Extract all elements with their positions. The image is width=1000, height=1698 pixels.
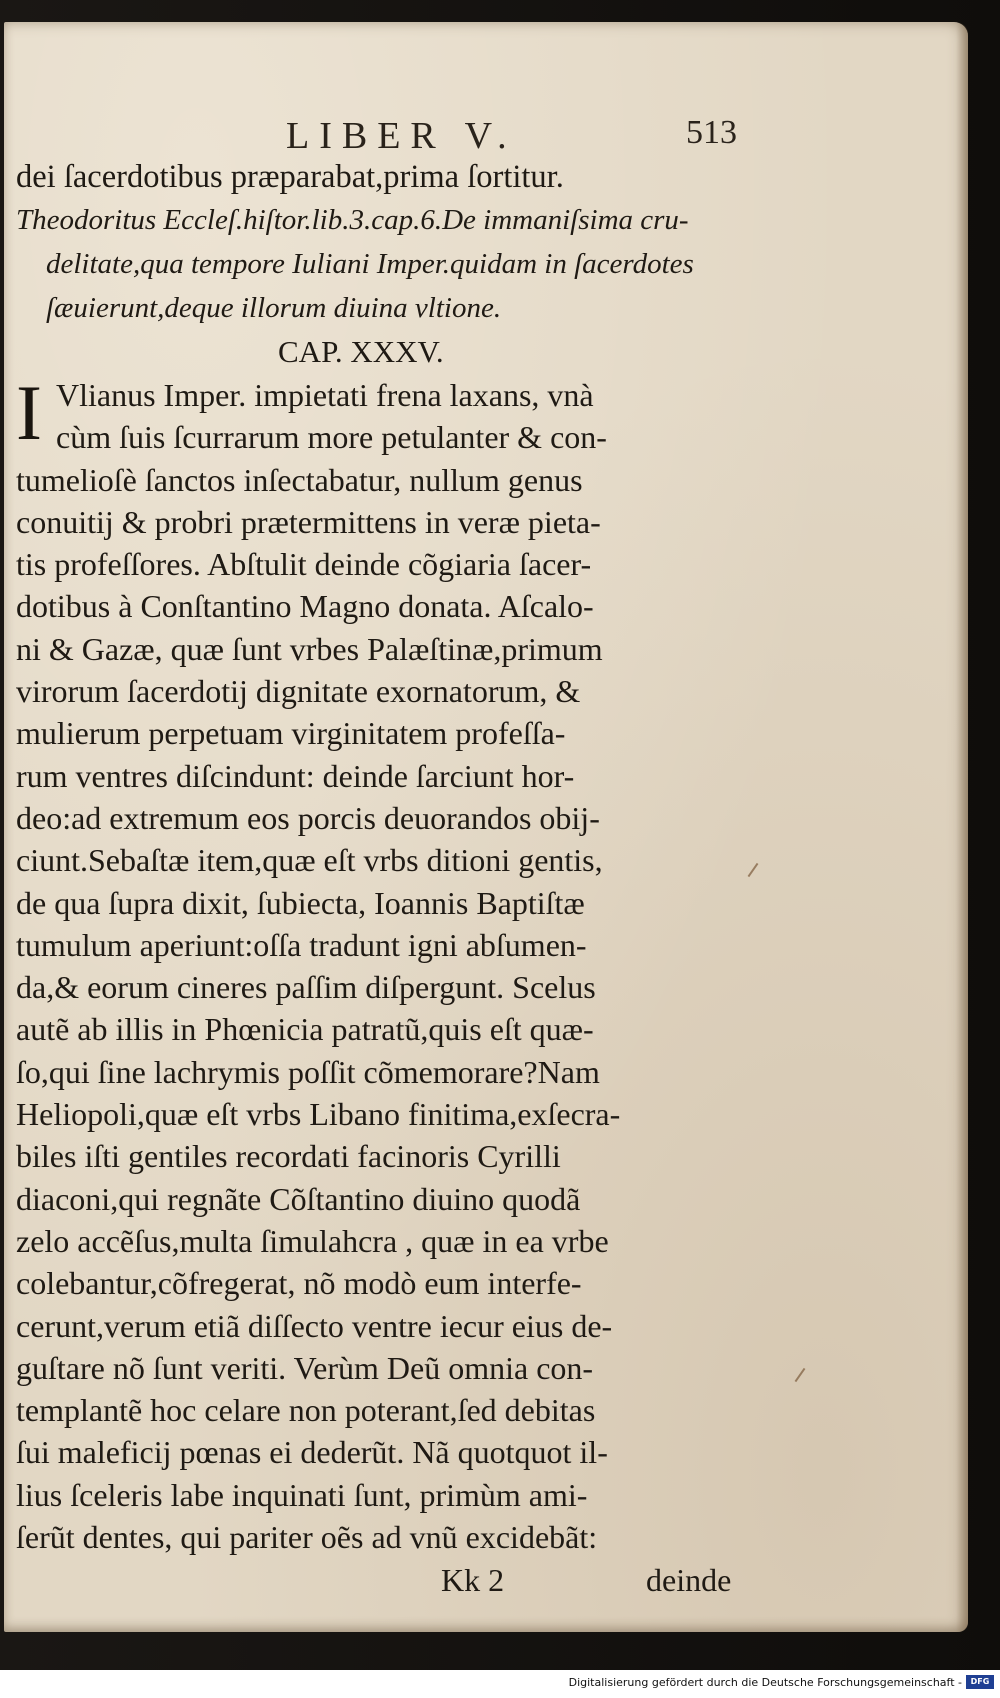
body-line: Heliopoli,quæ eſt vrbs Libano finitima,exſecra- [16,1096,621,1133]
body-line: mulierum perpetuam virginitatem profeſſa- [16,715,566,752]
body-line: ſo,qui ſine lachrymis poſſit cõmemorare?Nam [16,1053,600,1090]
body-line: tumulum aperiunt:oſſa tradunt igni abſumen- [16,926,587,963]
body-line: zelo accẽſus,multa ſimulahcra , quæ in ea vrbe [16,1222,609,1259]
page-footer [16,1562,761,1608]
body-line: guſtare nõ ſunt veriti. Verùm Deũ omnia con- [16,1349,594,1386]
body-line: tis profeſſores. Abſtulit deinde cõgiaria ſacer- [16,546,592,583]
book-page [4,22,968,1632]
body-line: diaconi,qui regnãte Cõſtantino diuino quodã [16,1180,581,1217]
body-line: conuitij & probri prætermittens in veræ pieta- [16,503,601,540]
chapter-summary-line-2: delitate,qua tempore Iuliani Imper.quidam in ſacerdotes [46,248,694,280]
catchword: deinde [646,1562,732,1599]
body-line: da,& eorum cineres paſſim diſpergunt. Scelus [16,969,596,1006]
signature-mark: Kk 2 [441,1562,505,1599]
body-line: Vlianus Imper. impietati frena laxans, vnà [56,377,594,413]
body-line: templantẽ hoc celare non poterant,ſed debitas [16,1392,596,1429]
folio-number: 513 [686,114,737,151]
dfg-logo: DFG [966,1675,994,1689]
body-line: ciunt.Sebaſtæ item,quæ eſt vrbs ditioni gentis, [16,842,603,879]
body-line: virorum ſacerdotij dignitate exornatorum, & [16,673,581,710]
opening-line: dei ſacerdotibus præparabat,prima ſortitur. [16,159,564,195]
ink-speck [795,1368,806,1382]
body-line: ſui maleficij pœnas ei dederũt. Nã quotquot il- [16,1434,608,1471]
body-text [16,369,761,1558]
body-line: biles iſti gentiles recordati facinoris Cyrilli [16,1138,561,1175]
body-line: lius ſceleris labe inquinati ſunt, primùm ami- [16,1476,588,1513]
body-line: de qua ſupra dixit, ſubiecta, Ioannis Baptiſtæ [16,884,585,921]
body-line: ni & Gazæ, quæ ſunt vrbes Palæſtinæ,primum [16,630,603,667]
body-line: dotibus à Conſtantino Magno donata. Aſcalo- [16,588,594,625]
body-line: cùm ſuis ſcurrarum more petulanter & con- [56,419,607,456]
body-line: cerunt,verum etiã diſſecto ventre iecur eius de- [16,1307,613,1344]
body-line: rum ventres diſcindunt: deinde ſarciunt hor- [16,757,575,794]
digitization-credit-bar [0,1670,1000,1698]
page-edge-shadow [956,22,968,1632]
drop-cap: I [16,369,42,456]
body-line: colebantur,cõfregerat, nõ modò eum interfe- [16,1265,582,1302]
text-block [16,114,761,1608]
body-line: ſerũt dentes, qui pariter oẽs ad vnũ excidebãt: [16,1519,598,1556]
body-line: deo:ad extremum eos porcis deuorandos obij- [16,799,600,836]
chapter-heading: CAP. XXXV. [278,334,444,369]
chapter-summary-line-3: ſæuierunt,deque illorum diuina vltione. [46,292,502,324]
running-title: LIBER V. [286,115,517,157]
body-line: tumelioſè ſanctos inſectabatur, nullum genus [16,461,583,498]
body-line: autẽ ab illis in Phœnicia patratũ,quis eſt quæ- [16,1011,594,1048]
page-header [16,114,761,162]
digitization-credit: Digitalisierung gefördert durch die Deutsche Forschungsgemeinschaft - [568,1676,962,1689]
chapter-summary-line-1: Theodoritus Eccleſ.hiſtor.lib.3.cap.6.De immaniſsima cru- [16,204,689,236]
